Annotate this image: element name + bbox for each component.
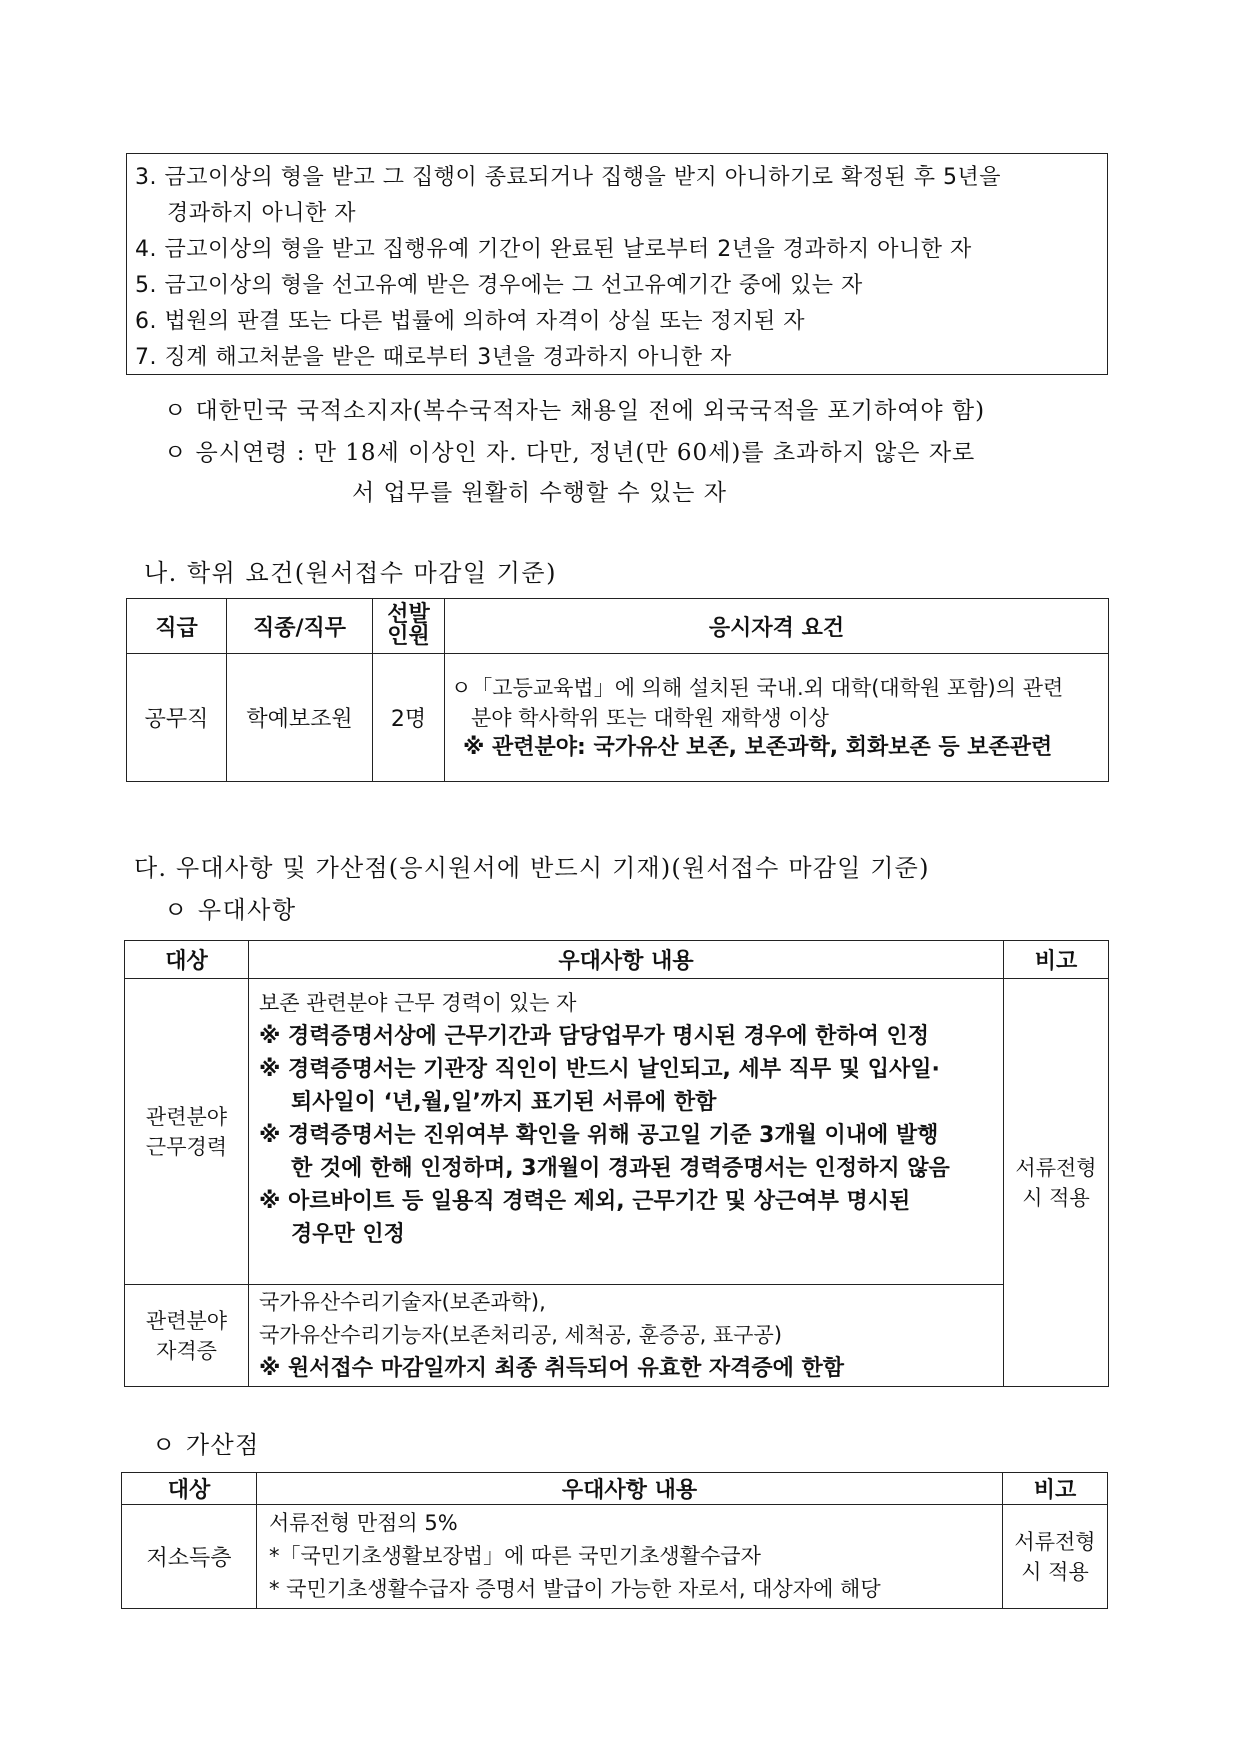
pref-note-line1: 서류전형 bbox=[1015, 1155, 1097, 1180]
pref-career-line: ※ 아르바이트 등 일용직 경력은 제외, 근무기간 및 상근여부 명시된 bbox=[259, 1189, 911, 1214]
degree-requirement-table bbox=[126, 598, 1109, 782]
bonus-note-line2: 시 적용 bbox=[1021, 1559, 1089, 1584]
pref-note-line2: 시 적용 bbox=[1022, 1185, 1090, 1210]
pref-header-content: 우대사항 내용 bbox=[249, 941, 1004, 979]
disqualification-item-3: 3. 금고이상의 형을 받고 그 집행이 종료되거나 집행을 받지 아니하기로 확정된 후 5년을 bbox=[135, 165, 1001, 190]
pref-target-license-line1: 관련분야 bbox=[145, 1308, 228, 1333]
pref-career-line: 한 것에 한해 인정하며, 3개월이 경과된 경력증명서는 인정하지 않음 bbox=[291, 1156, 950, 1181]
header-count-line1: 선발 bbox=[387, 602, 430, 627]
cell-grade: 공무직 bbox=[127, 654, 227, 782]
bonus-line: * 국민기초생활수급자 증명서 발급이 가능한 자로서, 대상자에 해당 bbox=[269, 1577, 881, 1601]
pref-header-note: 비고 bbox=[1004, 941, 1109, 979]
pref-target-license-line2: 자격증 bbox=[156, 1338, 217, 1363]
cell-requirement bbox=[445, 654, 1109, 782]
pref-target-career bbox=[125, 979, 249, 1285]
cell-job: 학예보조원 bbox=[227, 654, 373, 782]
bonus-header-note: 비고 bbox=[1003, 1473, 1108, 1505]
preference-table bbox=[124, 940, 1109, 1387]
header-requirement: 응시자격 요건 bbox=[445, 599, 1109, 654]
pref-content-career bbox=[249, 979, 1004, 1285]
pref-career-line: 경우만 인정 bbox=[291, 1222, 405, 1247]
requirement-note: ※ 관련분야: 국가유산 보존, 보존과학, 회화보존 등 보존관련 bbox=[463, 734, 1053, 760]
cell-count: 2명 bbox=[373, 654, 445, 782]
bonus-target: 저소득층 bbox=[122, 1505, 257, 1609]
bonus-line: *「국민기초생활보장법」에 따른 국민기초생활수급자 bbox=[269, 1544, 761, 1568]
disqualification-item-3-cont: 경과하지 아니한 자 bbox=[167, 201, 357, 226]
disqualification-item-7: 7. 징계 해고처분을 받은 때로부터 3년을 경과하지 아니한 자 bbox=[135, 345, 732, 370]
pref-note bbox=[1004, 979, 1109, 1387]
pref-career-line: 보존 관련분야 근무 경력이 있는 자 bbox=[259, 991, 577, 1015]
bonus-header-target: 대상 bbox=[122, 1473, 257, 1505]
nationality-requirement: ㅇ 대한민국 국적소지자(복수국적자는 채용일 전에 외국국적을 포기하여야 함) bbox=[164, 398, 986, 424]
pref-career-line: ※ 경력증명서는 진위여부 확인을 위해 공고일 기준 3개월 이내에 발행 bbox=[259, 1123, 939, 1148]
requirement-line1: ㅇ「고등교육법」에 의해 설치된 국내.외 대학(대학원 포함)의 관련 bbox=[451, 675, 1064, 700]
requirement-line2: 분야 학사학위 또는 대학원 재학생 이상 bbox=[471, 705, 829, 730]
pref-career-line: ※ 경력증명서는 기관장 직인이 반드시 날인되고, 세부 직무 및 입사일· bbox=[259, 1057, 940, 1082]
bonus-subtitle: ㅇ 가산점 bbox=[152, 1431, 260, 1459]
pref-license-line: 국가유산수리기술자(보존과학), bbox=[259, 1290, 546, 1314]
pref-target-career-line1: 관련분야 bbox=[145, 1104, 228, 1129]
pref-license-line: 국가유산수리기능자(보존처리공, 세척공, 훈증공, 표구공) bbox=[259, 1323, 783, 1347]
bonus-content bbox=[257, 1505, 1003, 1609]
bonus-note-line1: 서류전형 bbox=[1014, 1529, 1096, 1554]
header-job: 직종/직무 bbox=[227, 599, 373, 654]
pref-target-career-line2: 근무경력 bbox=[145, 1134, 228, 1159]
pref-license-line: ※ 원서접수 마감일까지 최종 취득되어 유효한 자격증에 한함 bbox=[259, 1356, 845, 1381]
pref-target-license bbox=[125, 1285, 249, 1387]
age-requirement-line2: 서 업무를 원활히 수행할 수 있는 자 bbox=[352, 480, 727, 506]
pref-career-line: ※ 경력증명서상에 근무기간과 담당업무가 명시된 경우에 한하여 인정 bbox=[259, 1024, 930, 1049]
bonus-note bbox=[1003, 1505, 1108, 1609]
disqualification-item-6: 6. 법원의 판결 또는 다른 법률에 의하여 자격이 상실 또는 정지된 자 bbox=[135, 309, 805, 334]
pref-header-target: 대상 bbox=[125, 941, 249, 979]
disqualification-box bbox=[126, 153, 1108, 375]
section-na-title: 나. 학위 요건(원서접수 마감일 기준) bbox=[144, 559, 557, 587]
header-count-line2: 인원 bbox=[387, 624, 430, 649]
pref-content-license bbox=[249, 1285, 1004, 1387]
preference-subtitle: ㅇ 우대사항 bbox=[164, 896, 297, 924]
section-da-title: 다. 우대사항 및 가산점(응시원서에 반드시 기재)(원서접수 마감일 기준) bbox=[134, 854, 930, 882]
header-count bbox=[373, 599, 445, 654]
disqualification-item-5: 5. 금고이상의 형을 선고유예 받은 경우에는 그 선고유예기간 중에 있는 자 bbox=[135, 273, 863, 298]
age-requirement-line1: ㅇ 응시연령 : 만 18세 이상인 자. 다만, 정년(만 60세)를 초과하지 않은 자로 bbox=[164, 440, 976, 466]
header-grade: 직급 bbox=[127, 599, 227, 654]
bonus-header-content: 우대사항 내용 bbox=[257, 1473, 1003, 1505]
pref-career-line: 퇴사일이 ‘년,월,일’까지 표기된 서류에 한함 bbox=[291, 1090, 717, 1115]
disqualification-item-4: 4. 금고이상의 형을 받고 집행유예 기간이 완료된 날로부터 2년을 경과하지 아니한 자 bbox=[135, 237, 972, 262]
bonus-table bbox=[121, 1472, 1108, 1609]
bonus-line: 서류전형 만점의 5% bbox=[269, 1511, 458, 1535]
